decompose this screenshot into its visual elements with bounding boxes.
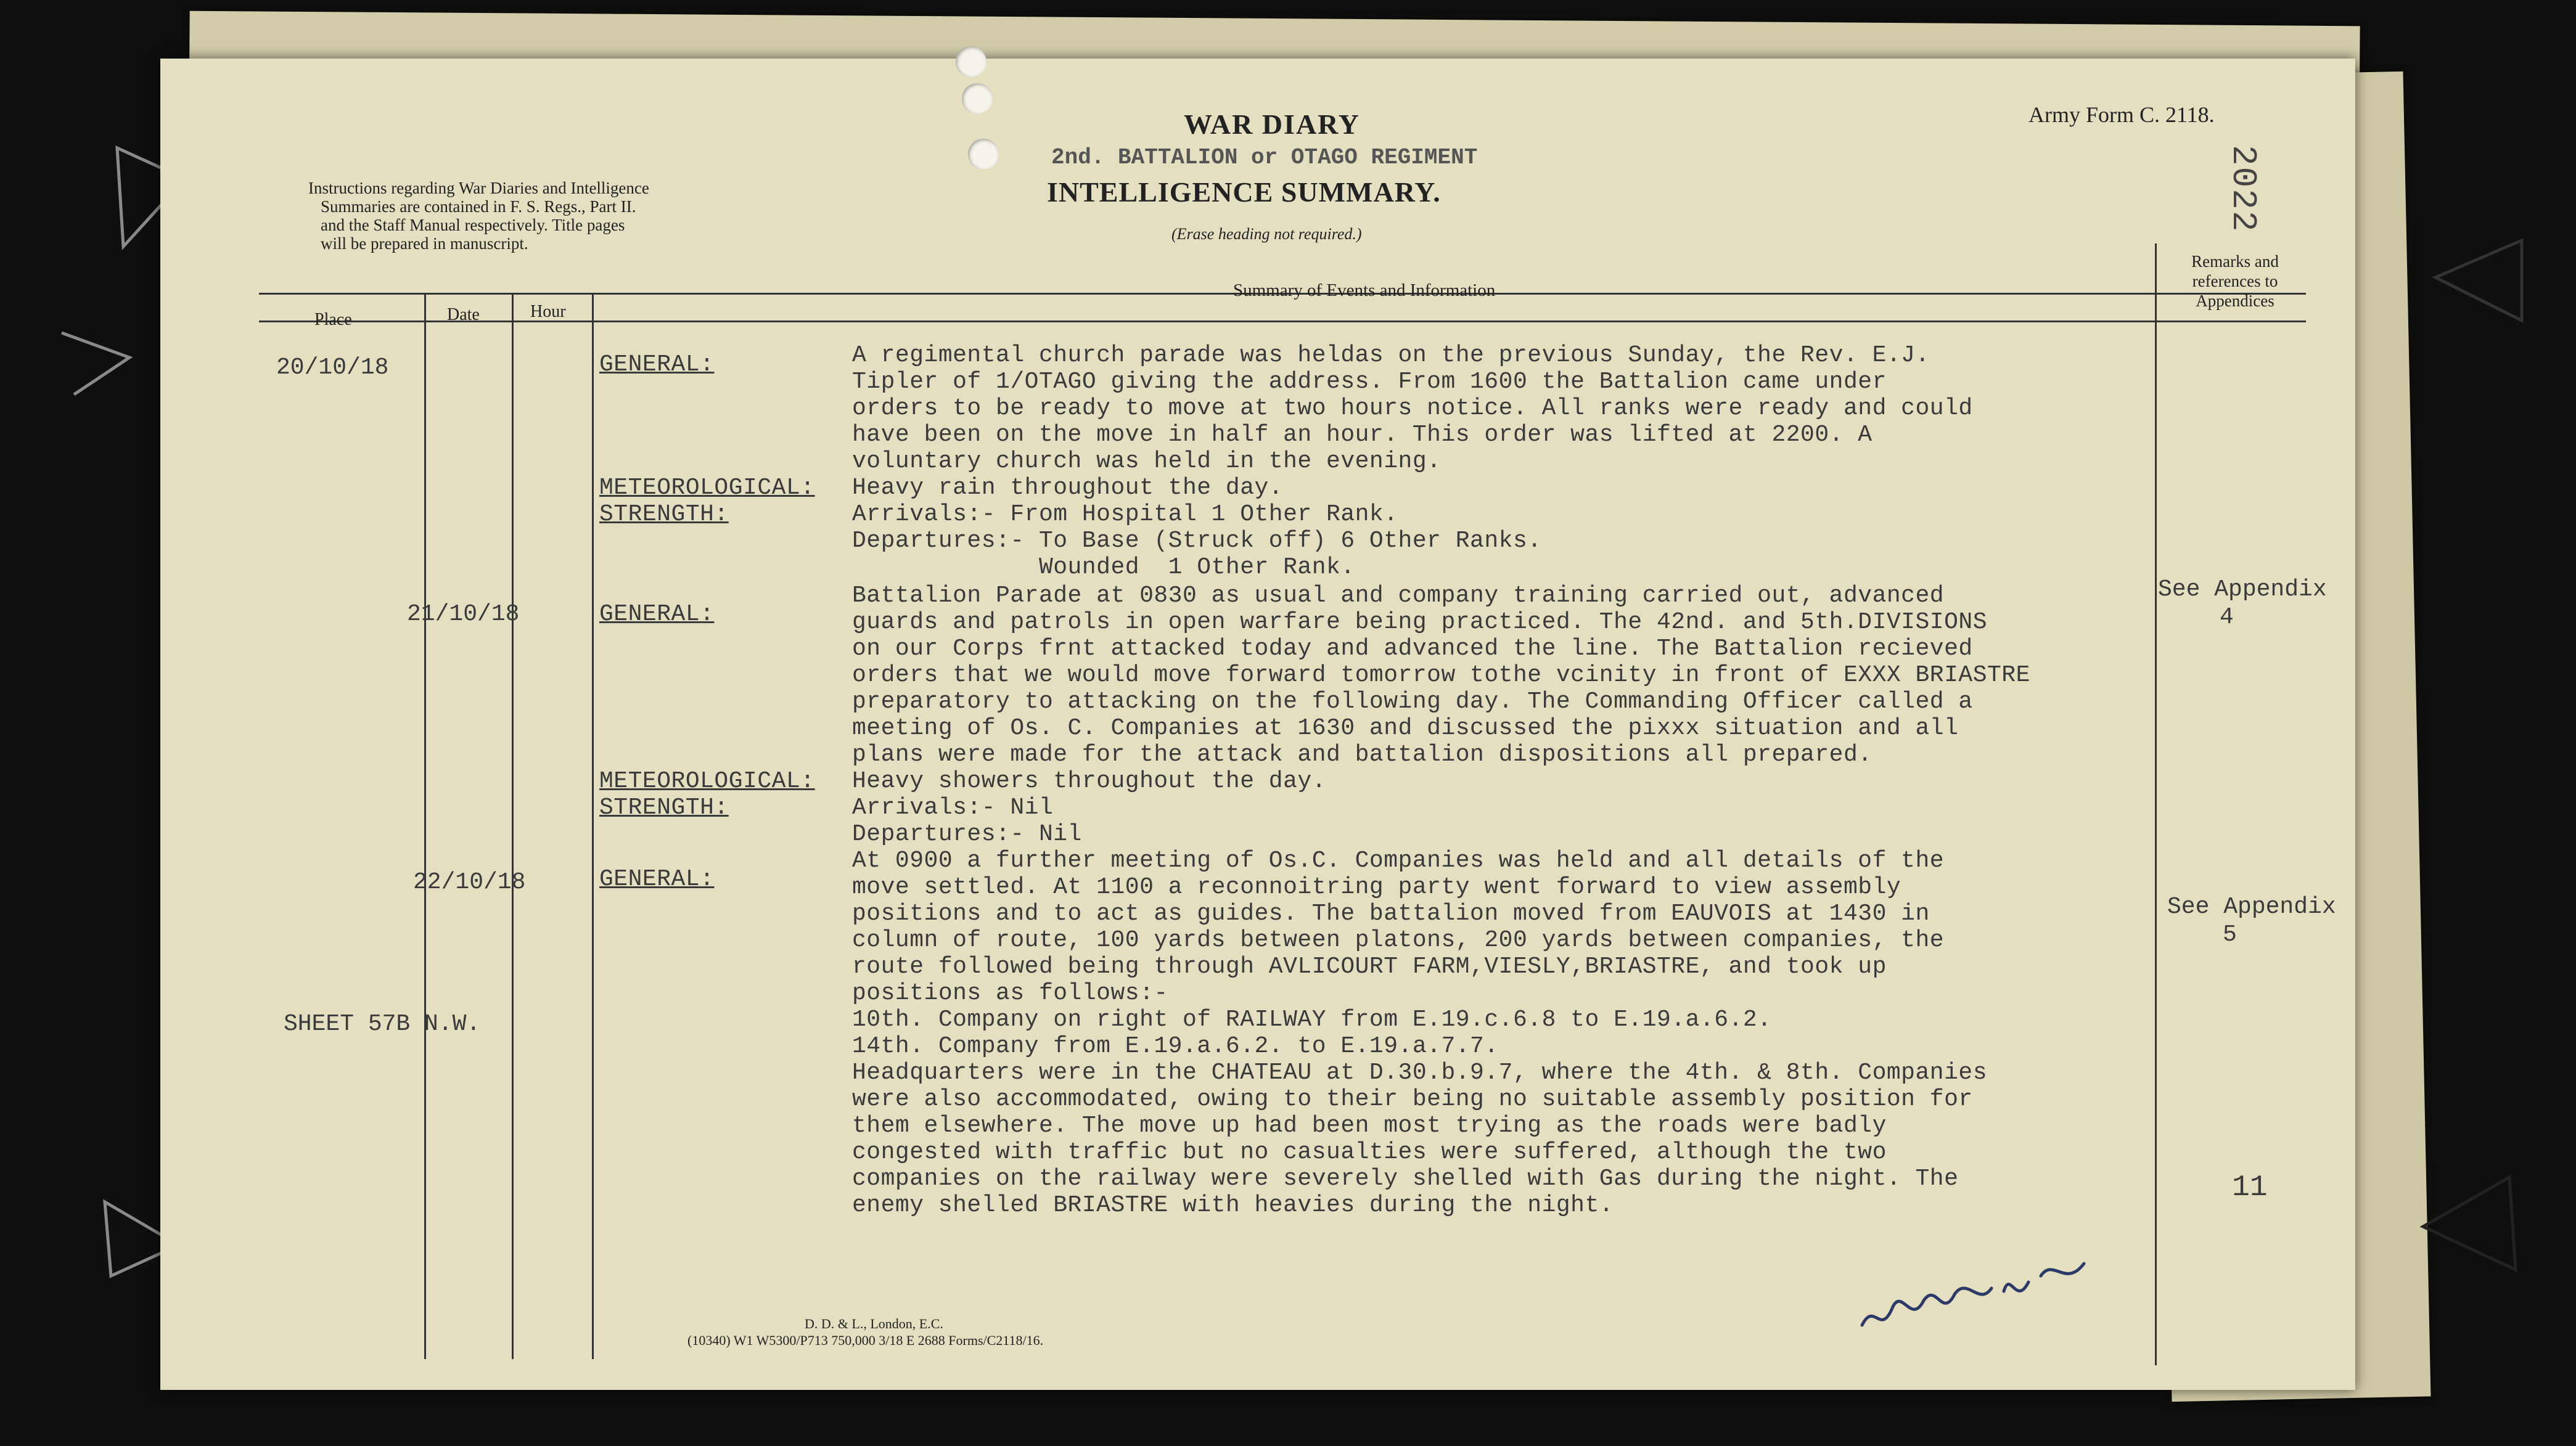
- entry-text-line: Headquarters were in the CHATEAU at D.30.b.9.7, where the 4th. & 8th. Companies: [852, 1060, 1987, 1086]
- printer-line: (10340) W1 W5300/P713 750,000 3/18 E 2688 Forms/C2118/16.: [687, 1333, 1044, 1348]
- erase-note: (Erase heading not required.): [1171, 225, 1362, 243]
- entry-text-line: guards and patrols in open warfare being practiced. The 42nd. and 5th.DIVISIONS: [852, 609, 1987, 635]
- entry-text-line: positions as follows:-: [852, 980, 1168, 1007]
- page-mark: 11: [2232, 1171, 2268, 1204]
- col-divider: [512, 293, 514, 1359]
- col-divider: [2155, 243, 2157, 1365]
- entry-text-line: have been on the move in half an hour. This order was lifted at 2200. A: [852, 422, 1873, 448]
- printer-line: D. D. & L., London, E.C.: [805, 1316, 943, 1331]
- instruction-line: Instructions regarding War Diaries and Intelligence: [308, 179, 649, 197]
- page-subtitle: INTELLIGENCE SUMMARY.: [1047, 176, 1441, 208]
- entry-text-line: Departures:- To Base (Struck off) 6 Other Ranks.: [852, 528, 1542, 554]
- entry-text-line: Tipler of 1/OTAGO giving the address. From 1600 the Battalion came under: [852, 369, 1887, 395]
- entry-text-line: preparatory to attacking on the following day. The Commanding Officer called a: [852, 688, 1973, 715]
- entry-text-line: orders that we would move forward tomorrow tothe vcinity in front of EXXX BRIASTRE: [852, 662, 2030, 688]
- entry-text-line: column of route, 100 yards between platons, 200 yards between companies, the: [852, 927, 1945, 954]
- entry-text-line: Battalion Parade at 0830 as usual and company training carried out, advanced: [852, 582, 1945, 609]
- punch-hole: [956, 46, 987, 77]
- col-header-hour: Hour: [530, 302, 566, 321]
- col-divider: [424, 293, 426, 1359]
- remarks-header-line: references to: [2192, 272, 2278, 290]
- entry-text-line: them elsewhere. The move up had been most trying as the roads were badly: [852, 1113, 1887, 1139]
- section-heading: GENERAL:: [599, 351, 715, 378]
- triangle-mark: [55, 321, 142, 413]
- instructions: [308, 179, 649, 253]
- section-heading: METEOROLOGICAL:: [599, 475, 815, 501]
- section-heading: METEOROLOGICAL:: [599, 768, 815, 794]
- table-header-rule: [259, 321, 2306, 322]
- entry-text-line: companies on the railway were severely shelled with Gas during the night. The: [852, 1166, 1959, 1192]
- entry-text-line: A regimental church parade was heldas on the previous Sunday, the Rev. E.J.: [852, 342, 1930, 369]
- signature: [1844, 1233, 2102, 1356]
- entry-text-line: enemy shelled BRIASTRE with heavies during the night.: [852, 1192, 1614, 1219]
- appendix-reference: See Appendix: [2167, 894, 2336, 920]
- entry-text-line: on our Corps frnt attacked today and advanced the line. The Battalion recieved: [852, 635, 1973, 662]
- triangle-mark: [2423, 228, 2534, 333]
- entry-text-line: congested with traffic but no casualties were suffered, although the two: [852, 1139, 1887, 1166]
- entry-text-line: route followed being through AVLICOURT FARM,VIESLY,BRIASTRE, and took up: [852, 954, 1887, 980]
- entry-text-line: Departures:- Nil: [852, 821, 1082, 848]
- entry-text-line: plans were made for the attack and battalion dispositions all prepared.: [852, 741, 1873, 768]
- col-header-remarks: [2170, 251, 2300, 311]
- page-title: WAR DIARY: [1184, 108, 1361, 140]
- entry-text-line: Wounded 1 Other Rank.: [852, 554, 1355, 581]
- section-heading: GENERAL:: [599, 866, 715, 893]
- col-header-date: Date: [447, 305, 480, 324]
- entry-text-line: meeting of Os. C. Companies at 1630 and discussed the pixxx situation and all: [852, 715, 1959, 741]
- entry-text-line: Arrivals:- From Hospital 1 Other Rank.: [852, 501, 1398, 528]
- entry-date: 21/10/18: [407, 601, 520, 627]
- entry-text-line: voluntary church was held in the evening.: [852, 448, 1442, 475]
- remarks-header-line: Remarks and: [2191, 252, 2279, 271]
- col-header-summary: Summary of Events and Information: [1233, 280, 1496, 300]
- entry-date: 22/10/18: [413, 869, 526, 896]
- section-heading: STRENGTH:: [599, 501, 729, 528]
- entry-text-line: 10th. Company on right of RAILWAY from E.19.c.6.8 to E.19.a.6.2.: [852, 1007, 1772, 1033]
- entry-text-line: At 0900 a further meeting of Os.C. Companies was held and all details of the: [852, 848, 1945, 874]
- war-diary-page: [160, 59, 2355, 1390]
- punch-hole: [962, 83, 993, 114]
- entry-text-line: Arrivals:- Nil: [852, 794, 1054, 821]
- entry-text-line: Heavy showers throughout the day.: [852, 768, 1327, 794]
- instruction-line: Summaries are contained in F. S. Regs., Part II.: [321, 197, 636, 216]
- sheet-reference: SHEET 57B N.W.: [284, 1011, 481, 1037]
- section-heading: GENERAL:: [599, 601, 715, 627]
- remarks-header-line: Appendices: [2196, 292, 2275, 310]
- entry-text-line: orders to be ready to move at two hours notice. All ranks were ready and could: [852, 395, 1973, 422]
- army-form-label: Army Form C. 2118.: [2028, 102, 2215, 127]
- triangle-mark: [2411, 1171, 2522, 1276]
- instruction-line: and the Staff Manual respectively. Title pages: [321, 216, 625, 234]
- punch-hole: [968, 139, 999, 170]
- diary-body: [599, 342, 2153, 1307]
- entry-text-line: move settled. At 1100 a reconnoitring party went forward to view assembly: [852, 874, 1901, 901]
- entry-text-line: were also accommodated, owing to their being no suitable assembly position for: [852, 1086, 1973, 1113]
- unit-line: 2nd. BATTALION or OTAGO REGIMENT: [1051, 145, 1478, 170]
- stamp-number: 2022: [2223, 145, 2263, 233]
- appendix-number: 5: [2223, 921, 2237, 948]
- appendix-reference: See Appendix: [2158, 576, 2327, 603]
- appendix-number: 4: [2220, 604, 2234, 631]
- col-divider: [592, 293, 594, 1359]
- col-header-place: Place: [314, 310, 352, 329]
- instruction-line: will be prepared in manuscript.: [321, 234, 528, 253]
- section-heading: STRENGTH:: [599, 794, 729, 821]
- entry-text-line: 14th. Company from E.19.a.6.2. to E.19.a.7.7.: [852, 1033, 1499, 1060]
- entry-text-line: positions and to act as guides. The battalion moved from EAUVOIS at 1430 in: [852, 901, 1930, 927]
- entry-date: 20/10/18: [276, 354, 389, 381]
- entry-text-line: Heavy rain throughout the day.: [852, 475, 1284, 501]
